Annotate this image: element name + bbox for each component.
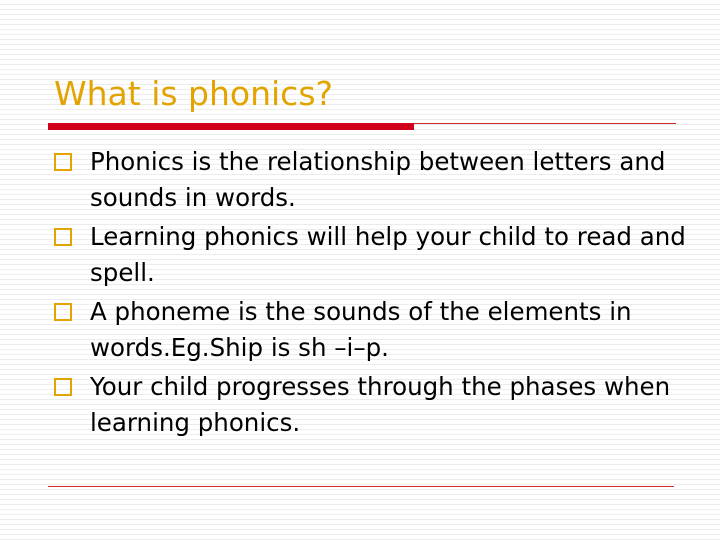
hollow-square-bullet-icon bbox=[54, 153, 72, 171]
bullet-text: Your child progresses through the phases when learning phonics. bbox=[90, 372, 671, 437]
slide-title: What is phonics? bbox=[54, 74, 334, 113]
bullet-item bbox=[54, 369, 694, 441]
hollow-square-bullet-icon bbox=[54, 228, 72, 246]
footer-divider bbox=[48, 486, 674, 487]
bullet-list bbox=[54, 144, 694, 444]
hollow-square-bullet-icon bbox=[54, 378, 72, 396]
hollow-square-bullet-icon bbox=[54, 303, 72, 321]
title-underline-accent bbox=[48, 123, 414, 130]
bullet-item bbox=[54, 219, 694, 291]
bullet-text: Phonics is the relationship between letters and sounds in words. bbox=[90, 147, 666, 212]
bullet-text: Learning phonics will help your child to read and spell. bbox=[90, 222, 686, 287]
bullet-text: A phoneme is the sounds of the elements in words.Eg.Ship is sh –i–p. bbox=[90, 297, 632, 362]
bullet-item bbox=[54, 294, 694, 366]
bullet-item bbox=[54, 144, 694, 216]
